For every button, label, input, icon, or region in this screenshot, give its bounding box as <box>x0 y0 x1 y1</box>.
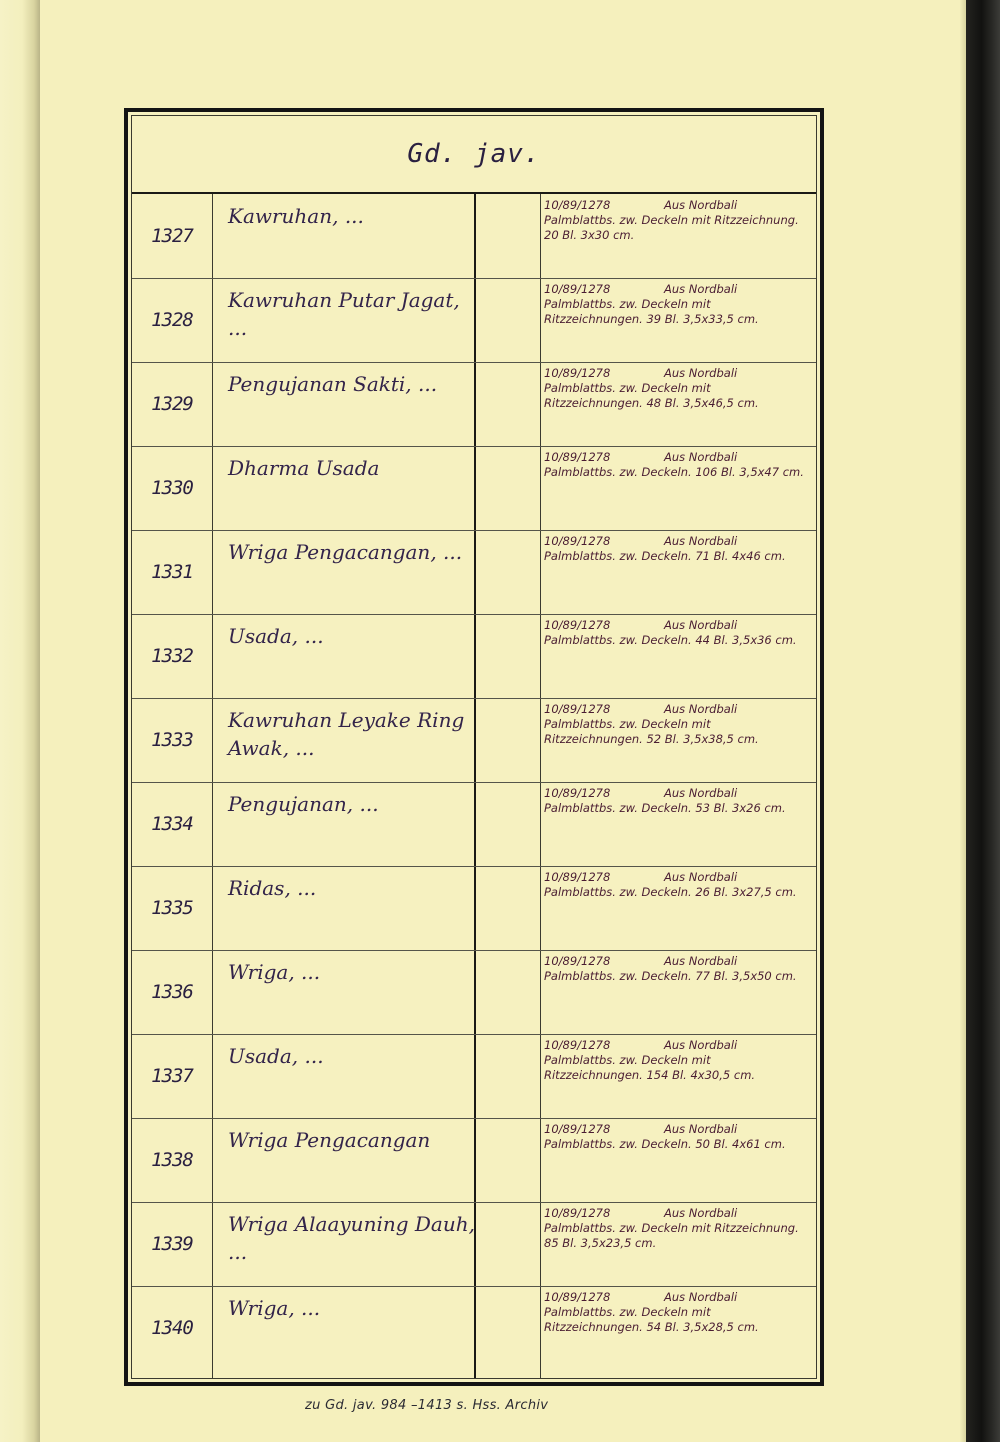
entry-title: Ridas, ... <box>228 876 317 900</box>
entry-number: 1328 <box>151 309 193 331</box>
entry-signature: 10/89/1278 <box>544 618 611 632</box>
entry-signature: 10/89/1278 <box>544 282 611 296</box>
entry-number: 1336 <box>151 981 193 1003</box>
entry-number: 1330 <box>151 477 193 499</box>
entry-note <box>544 1122 812 1152</box>
entry-title: Wriga, ... <box>228 960 321 984</box>
entry-note <box>544 618 812 648</box>
entry-description: Palmblattbs. zw. Deckeln mit Ritzzeichnungen. 39 Bl. 3,5x33,5 cm. <box>544 297 759 326</box>
entry-signature: 10/89/1278 <box>544 198 611 212</box>
entry-note <box>544 1290 812 1335</box>
entry-description: Palmblattbs. zw. Deckeln. 53 Bl. 3x26 cm. <box>544 801 786 815</box>
entry-note-header <box>544 1206 812 1221</box>
entry-signature: 10/89/1278 <box>544 954 611 968</box>
entry-note <box>544 534 812 564</box>
entry-signature: 10/89/1278 <box>544 870 611 884</box>
entry-title: Kawruhan, ... <box>228 204 364 228</box>
entry-number: 1337 <box>151 1065 193 1087</box>
scan-border-right <box>966 0 1000 1442</box>
entry-note <box>544 366 812 411</box>
entry-note-header <box>544 282 812 297</box>
table-row <box>132 446 816 531</box>
entry-origin: Aus Nordbali <box>664 198 738 212</box>
entry-origin: Aus Nordbali <box>664 786 738 800</box>
entry-signature: 10/89/1278 <box>544 534 611 548</box>
table-row <box>132 194 816 279</box>
entry-origin: Aus Nordbali <box>664 702 738 716</box>
entry-note-header <box>544 618 812 633</box>
entry-number: 1339 <box>151 1233 193 1255</box>
catalog-title: Gd. jav. <box>407 139 541 169</box>
table-row <box>132 1286 816 1370</box>
entry-note-header <box>544 870 812 885</box>
entry-origin: Aus Nordbali <box>664 1206 738 1220</box>
entry-number: 1327 <box>151 225 193 247</box>
entry-title: Wriga Alaayuning Dauh, ... <box>228 1212 475 1264</box>
table-row <box>132 866 816 951</box>
entry-note-header <box>544 702 812 717</box>
entry-origin: Aus Nordbali <box>664 366 738 380</box>
entry-number: 1332 <box>151 645 193 667</box>
entry-note <box>544 1038 812 1083</box>
entry-note <box>544 198 812 243</box>
entry-origin: Aus Nordbali <box>664 282 738 296</box>
entry-note <box>544 954 812 984</box>
entry-number: 1331 <box>151 561 193 583</box>
table-row <box>132 614 816 699</box>
table-row <box>132 782 816 867</box>
table-row <box>132 362 816 447</box>
entry-description: Palmblattbs. zw. Deckeln. 77 Bl. 3,5x50 cm. <box>544 969 797 983</box>
entry-origin: Aus Nordbali <box>664 534 738 548</box>
entry-number: 1340 <box>151 1317 193 1339</box>
entry-origin: Aus Nordbali <box>664 870 738 884</box>
entry-number: 1334 <box>151 813 193 835</box>
entry-title: Kawruhan Leyake Ring Awak, ... <box>228 708 465 760</box>
entry-origin: Aus Nordbali <box>664 1290 738 1304</box>
entry-note-header <box>544 1122 812 1137</box>
entry-signature: 10/89/1278 <box>544 450 611 464</box>
entry-title: Usada, ... <box>228 624 324 648</box>
entry-origin: Aus Nordbali <box>664 618 738 632</box>
entry-signature: 10/89/1278 <box>544 1122 611 1136</box>
entry-signature: 10/89/1278 <box>544 786 611 800</box>
entry-description: Palmblattbs. zw. Deckeln mit Ritzzeichnungen. 48 Bl. 3,5x46,5 cm. <box>544 381 759 410</box>
entry-description: Palmblattbs. zw. Deckeln mit Ritzzeichnungen. 154 Bl. 4x30,5 cm. <box>544 1053 756 1082</box>
entry-note-header <box>544 786 812 801</box>
footer-note: zu Gd. jav. 984 –1413 s. Hss. Archiv <box>305 1398 549 1413</box>
entry-origin: Aus Nordbali <box>664 1122 738 1136</box>
entry-note-header <box>544 1290 812 1305</box>
entry-origin: Aus Nordbali <box>664 450 738 464</box>
entry-title: Pengujanan, ... <box>228 792 379 816</box>
entry-description: Palmblattbs. zw. Deckeln mit Ritzzeichnung. 85 Bl. 3,5x23,5 cm. <box>544 1221 799 1250</box>
table-row <box>132 1034 816 1119</box>
catalog-card <box>124 108 824 1386</box>
entry-description: Palmblattbs. zw. Deckeln. 71 Bl. 4x46 cm. <box>544 549 786 563</box>
entry-origin: Aus Nordbali <box>664 954 738 968</box>
entry-title: Usada, ... <box>228 1044 324 1068</box>
entry-note <box>544 702 812 747</box>
table-row <box>132 1118 816 1203</box>
entry-title: Wriga Pengacangan, ... <box>228 540 463 564</box>
entry-note-header <box>544 366 812 381</box>
entry-note-header <box>544 954 812 969</box>
entry-description: Palmblattbs. zw. Deckeln. 44 Bl. 3,5x36 cm. <box>544 633 797 647</box>
entry-signature: 10/89/1278 <box>544 702 611 716</box>
entry-number: 1329 <box>151 393 193 415</box>
entry-origin: Aus Nordbali <box>664 1038 738 1052</box>
entry-number: 1333 <box>151 729 193 751</box>
entry-note <box>544 870 812 900</box>
entry-description: Palmblattbs. zw. Deckeln mit Ritzzeichnung. 20 Bl. 3x30 cm. <box>544 213 799 242</box>
entry-description: Palmblattbs. zw. Deckeln. 26 Bl. 3x27,5 cm. <box>544 885 797 899</box>
entry-title: Dharma Usada <box>228 456 380 480</box>
entry-note-header <box>544 198 812 213</box>
entry-note <box>544 786 812 816</box>
table-row <box>132 530 816 615</box>
table-row <box>132 950 816 1035</box>
entry-signature: 10/89/1278 <box>544 1206 611 1220</box>
entry-title: Wriga, ... <box>228 1296 321 1320</box>
catalog-header <box>132 116 816 194</box>
entry-description: Palmblattbs. zw. Deckeln mit Ritzzeichnungen. 52 Bl. 3,5x38,5 cm. <box>544 717 759 746</box>
entry-signature: 10/89/1278 <box>544 1290 611 1304</box>
table-row <box>132 1202 816 1287</box>
table-row <box>132 698 816 783</box>
page-gutter-left <box>0 0 40 1442</box>
entry-signature: 10/89/1278 <box>544 1038 611 1052</box>
entry-number: 1335 <box>151 897 193 919</box>
catalog-card-inner <box>131 115 817 1379</box>
entry-note <box>544 282 812 327</box>
entry-description: Palmblattbs. zw. Deckeln. 106 Bl. 3,5x47 cm. <box>544 465 804 479</box>
entry-note-header <box>544 534 812 549</box>
entry-title: Wriga Pengacangan <box>228 1128 431 1152</box>
entry-note-header <box>544 450 812 465</box>
entry-signature: 10/89/1278 <box>544 366 611 380</box>
entry-note <box>544 1206 812 1251</box>
entry-title: Pengujanan Sakti, ... <box>228 372 438 396</box>
entry-title: Kawruhan Putar Jagat, ... <box>228 288 460 340</box>
entry-number: 1338 <box>151 1149 193 1171</box>
table-row <box>132 278 816 363</box>
entry-description: Palmblattbs. zw. Deckeln. 50 Bl. 4x61 cm. <box>544 1137 786 1151</box>
entry-description: Palmblattbs. zw. Deckeln mit Ritzzeichnungen. 54 Bl. 3,5x28,5 cm. <box>544 1305 759 1334</box>
entry-note <box>544 450 812 480</box>
entry-note-header <box>544 1038 812 1053</box>
